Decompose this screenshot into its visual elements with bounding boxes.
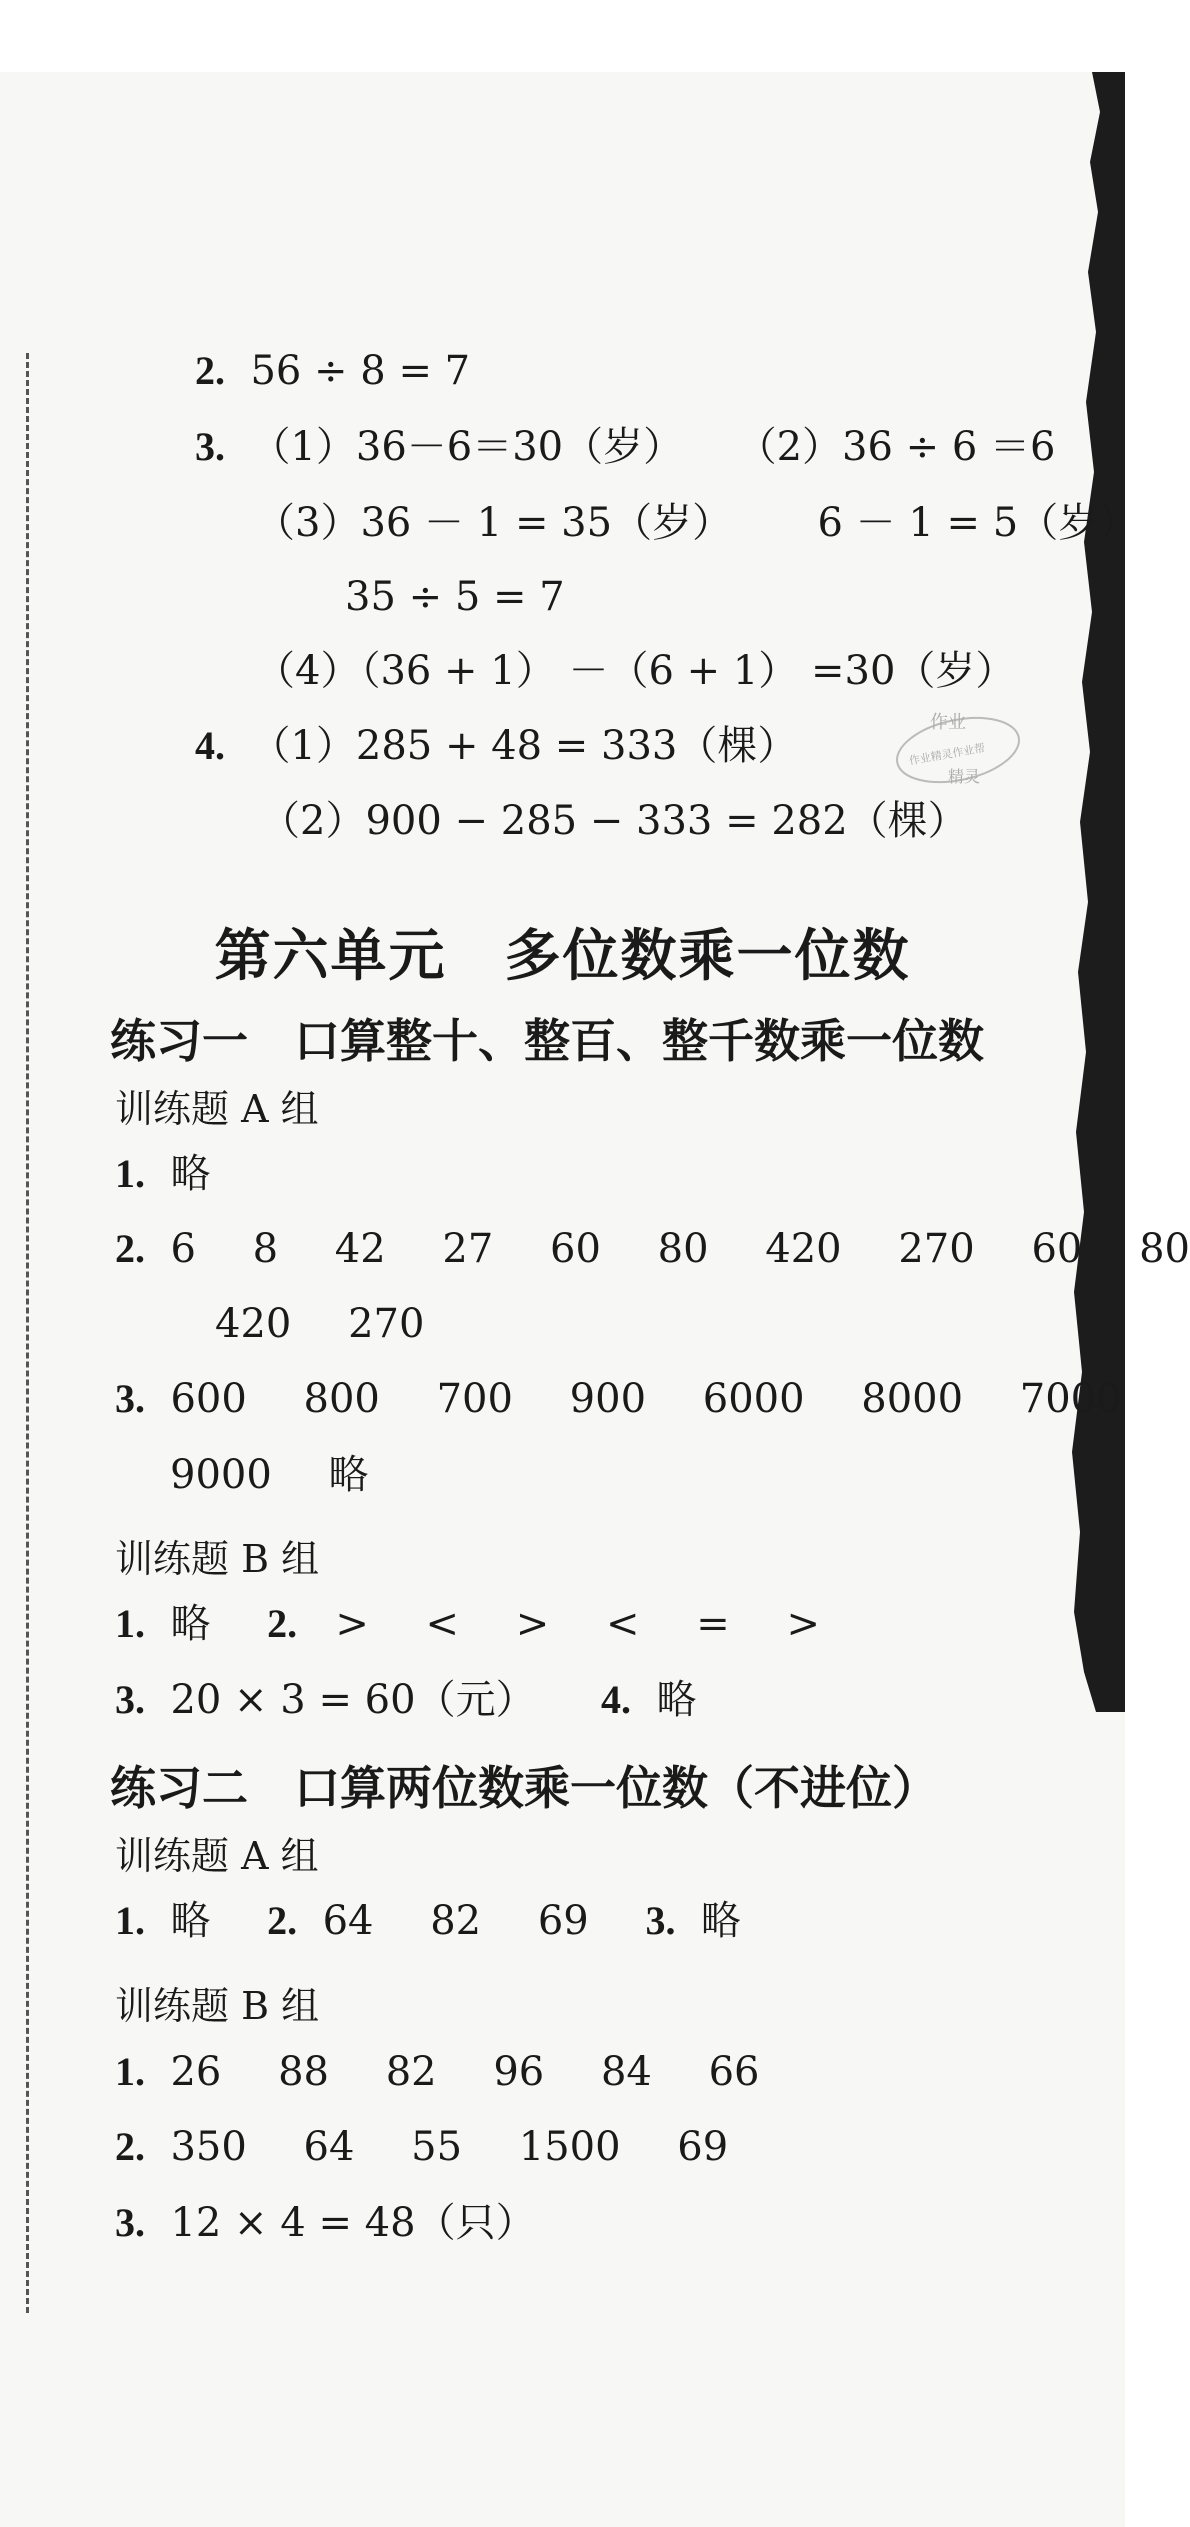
answer-value: 略: [328, 1452, 369, 1498]
answer-value: 350: [170, 2124, 247, 2170]
answer-value: 66: [708, 2049, 760, 2095]
answer-text: （1）285 + 48 = 333（棵）: [250, 723, 798, 769]
answer-value: 600: [170, 1376, 247, 1422]
answer-text: （1）36－6＝30（岁）: [250, 424, 684, 470]
item-number: 1.: [115, 1601, 145, 1646]
answer-value: 8000: [861, 1376, 964, 1422]
answer-value: 7000: [1019, 1376, 1122, 1422]
ex1-a-answer-2: [115, 1225, 1190, 1273]
answer-value: 900: [569, 1376, 647, 1422]
answer-value: 88: [278, 2049, 329, 2095]
exercise-1-title: 练习一 口算整十、整百、整千数乘一位数: [110, 1014, 984, 1068]
answer-value: 270: [898, 1226, 975, 1272]
compare-symbol: <: [606, 1601, 640, 1647]
ex2-b-answer-1: [115, 2048, 803, 2096]
answer-text: 35 ÷ 5 = 7: [345, 574, 565, 620]
answer-value: 64: [303, 2124, 355, 2170]
ex1-b-answer-1-2: [115, 1600, 864, 1648]
answer-value: 420: [215, 1301, 292, 1347]
item-number: 2.: [195, 348, 225, 393]
group-b-label: 训练题 B 组: [115, 1984, 320, 2028]
answer-value: 800: [303, 1376, 380, 1422]
item-number: 3.: [195, 424, 225, 469]
compare-symbol: =: [696, 1601, 730, 1647]
item-number: 3.: [115, 1376, 145, 1421]
torn-page-edge: [1070, 72, 1125, 1712]
answer-text: 略: [170, 1898, 211, 1944]
answer-text: （2）900 − 285 − 333 = 282（棵）: [260, 798, 968, 844]
binding-dashed-line: [26, 353, 29, 2313]
item-number: 3.: [115, 1677, 145, 1722]
answer-prev-3-line3: [345, 573, 565, 621]
ex2-a-answers: [115, 1897, 741, 1945]
item-number: 3.: [645, 1898, 676, 1943]
answer-value: 69: [537, 1898, 589, 1944]
ex2-b-answer-2: [115, 2123, 772, 2171]
stamp-middle-text: 作业精灵作业帮: [908, 741, 987, 768]
answer-value: 420: [765, 1226, 842, 1272]
compare-symbol: >: [335, 1601, 369, 1647]
group-a-label: 训练题 A 组: [115, 1834, 319, 1878]
item-number: 2.: [115, 2124, 145, 2169]
answer-prev-3-line2: [255, 499, 1138, 547]
answer-value: 82: [430, 1898, 482, 1944]
top-blank-band: [0, 0, 1125, 72]
compare-symbol: <: [425, 1601, 460, 1647]
item-number: 1.: [115, 2049, 145, 2094]
answer-text: 略: [170, 1151, 211, 1197]
group-a-label: 训练题 A 组: [115, 1087, 319, 1131]
watermark-stamp: [888, 700, 1028, 800]
item-number: 4.: [601, 1677, 632, 1722]
answer-value: 60: [1031, 1226, 1083, 1272]
answer-value: 82: [385, 2049, 437, 2095]
answer-text: 12 × 4 = 48（只）: [170, 2200, 536, 2246]
answer-text: （2）36 ÷ 6 ＝6: [736, 424, 1056, 470]
item-number: 1.: [115, 1151, 145, 1196]
stamp-top-text: 作业: [930, 712, 966, 733]
answer-value: 270: [348, 1301, 425, 1347]
answer-prev-3-line1: [195, 423, 1055, 471]
compare-symbol: >: [515, 1601, 550, 1647]
compare-symbol: >: [786, 1601, 820, 1647]
ex1-a-answer-3: [115, 1375, 1122, 1423]
answer-text: 略: [170, 1601, 211, 1647]
answer-value: 80: [657, 1226, 709, 1272]
answer-value: 42: [334, 1226, 386, 1272]
ex1-b-answer-3-4: [115, 1676, 696, 1724]
answer-value: 27: [442, 1226, 494, 1272]
item-number: 2.: [267, 1601, 298, 1646]
answer-text: 6 － 1 = 5（岁）: [817, 500, 1139, 546]
answer-value: 26: [170, 2049, 222, 2095]
item-number: 2.: [115, 1226, 145, 1271]
answer-value: 6: [170, 1226, 196, 1272]
answer-text: 20 × 3 = 60（元）: [170, 1677, 536, 1723]
item-number: 1.: [115, 1898, 145, 1943]
answer-text: （3）36 － 1 = 35（岁）: [255, 500, 733, 546]
answer-text: 56 ÷ 8 = 7: [250, 348, 471, 394]
answer-value: 69: [677, 2124, 729, 2170]
answer-value: 700: [436, 1376, 513, 1422]
answer-text: （4）（36 + 1） －（6 + 1） =30（岁）: [255, 648, 1016, 694]
answer-text: 略: [700, 1898, 741, 1944]
ex1-a-answer-3-cont: [170, 1451, 413, 1499]
answer-prev-3-line4: [255, 647, 1015, 695]
answer-value: 1500: [518, 2124, 621, 2170]
exercise-2-title: 练习二 口算两位数乘一位数（不进位）: [110, 1761, 938, 1815]
answer-prev-4-line2: [260, 797, 968, 845]
answer-value: 8: [252, 1226, 279, 1272]
item-number: 4.: [195, 723, 225, 768]
answer-value: 64: [322, 1898, 374, 1944]
answer-value: 84: [600, 2049, 652, 2095]
answer-prev-4-line1: [195, 722, 797, 770]
answer-value: 6000: [702, 1376, 805, 1422]
ex1-a-answer-1: [115, 1150, 210, 1198]
answer-value: 60: [550, 1226, 601, 1272]
group-b-label: 训练题 B 组: [115, 1537, 320, 1581]
answer-value: 80: [1139, 1226, 1190, 1272]
ex1-a-answer-2-cont: [215, 1300, 468, 1348]
item-number: 3.: [115, 2200, 145, 2245]
answer-text: 略: [656, 1677, 697, 1723]
stamp-bottom-text: 精灵: [948, 767, 981, 786]
ex2-b-answer-3: [115, 2199, 536, 2247]
answer-value: 55: [411, 2124, 463, 2170]
answer-value: 96: [493, 2049, 545, 2095]
answer-value: 9000: [170, 1452, 272, 1498]
item-number: 2.: [267, 1898, 298, 1943]
answer-prev-2: [195, 347, 470, 395]
unit-title: 第六单元 多位数乘一位数: [214, 924, 911, 989]
